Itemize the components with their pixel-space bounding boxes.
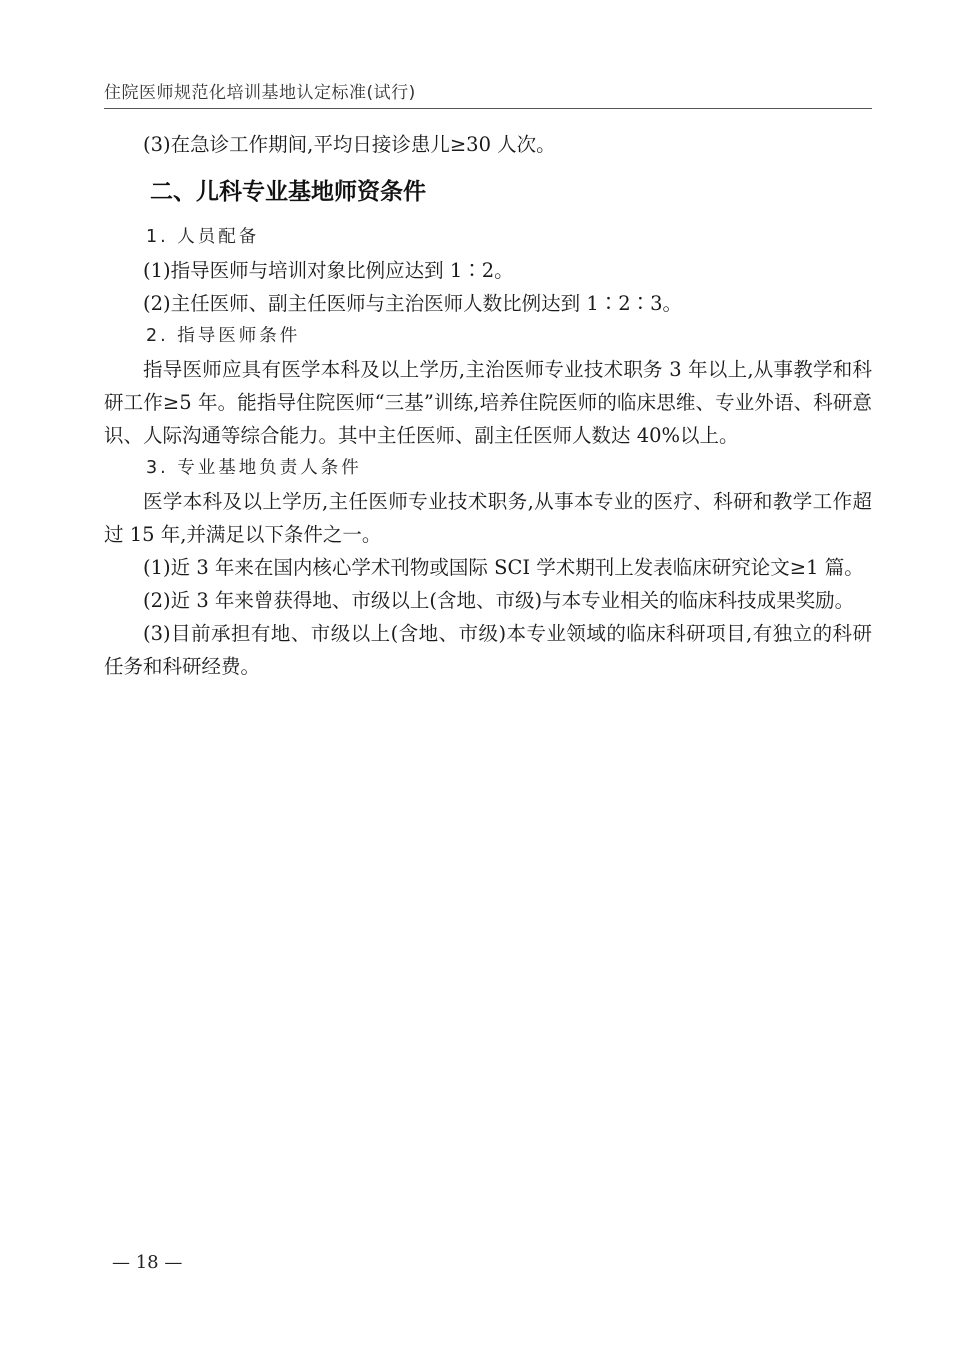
- paragraph-emergency-visits: (3)在急诊工作期间,平均日接诊患儿≥30 人次。: [143, 133, 556, 156]
- subheading-director: 3. 专业基地负责人条件: [146, 458, 362, 478]
- header-rule: [104, 108, 872, 109]
- subheading-staffing: 1. 人员配备: [146, 227, 260, 247]
- running-header-title: 住院医师规范化培训基地认定标准(试行): [104, 83, 416, 103]
- staffing-item: (2)主任医师、副主任医师与主治医师人数比例达到 1∶2∶3。: [143, 292, 683, 315]
- section-heading: 二、儿科专业基地师资条件: [150, 179, 426, 205]
- director-item: (3)目前承担有地、市级以上(含地、市级)本专业领域的临床科研项目,有独立的科研任务和科研经费。: [104, 622, 872, 678]
- paragraph-mentor-conditions: 指导医师应具有医学本科及以上学历,主治医师专业技术职务 3 年以上,从事教学和科研工作≥5 年。能指导住院医师“三基”训练,培养住院医师的临床思维、专业外语、科研意识、人际沟通等综合能力。其中主任医师、副主任医师人数达 40%以上。: [104, 358, 872, 447]
- page-number: — 18 —: [112, 1252, 183, 1273]
- paragraph-director-conditions: 医学本科及以上学历,主任医师专业技术职务,从事本专业的医疗、科研和教学工作超过 15 年,并满足以下条件之一。: [104, 490, 872, 546]
- director-item: (2)近 3 年来曾获得地、市级以上(含地、市级)与本专业相关的临床科技成果奖励。: [143, 589, 855, 612]
- subheading-mentor: 2. 指导医师条件: [146, 326, 301, 346]
- page-content: [104, 128, 872, 683]
- staffing-item: (1)指导医师与培训对象比例应达到 1∶2。: [143, 259, 514, 282]
- director-item: (1)近 3 年来在国内核心学术刊物或国际 SCI 学术期刊上发表临床研究论文≥1 篇。: [143, 556, 864, 579]
